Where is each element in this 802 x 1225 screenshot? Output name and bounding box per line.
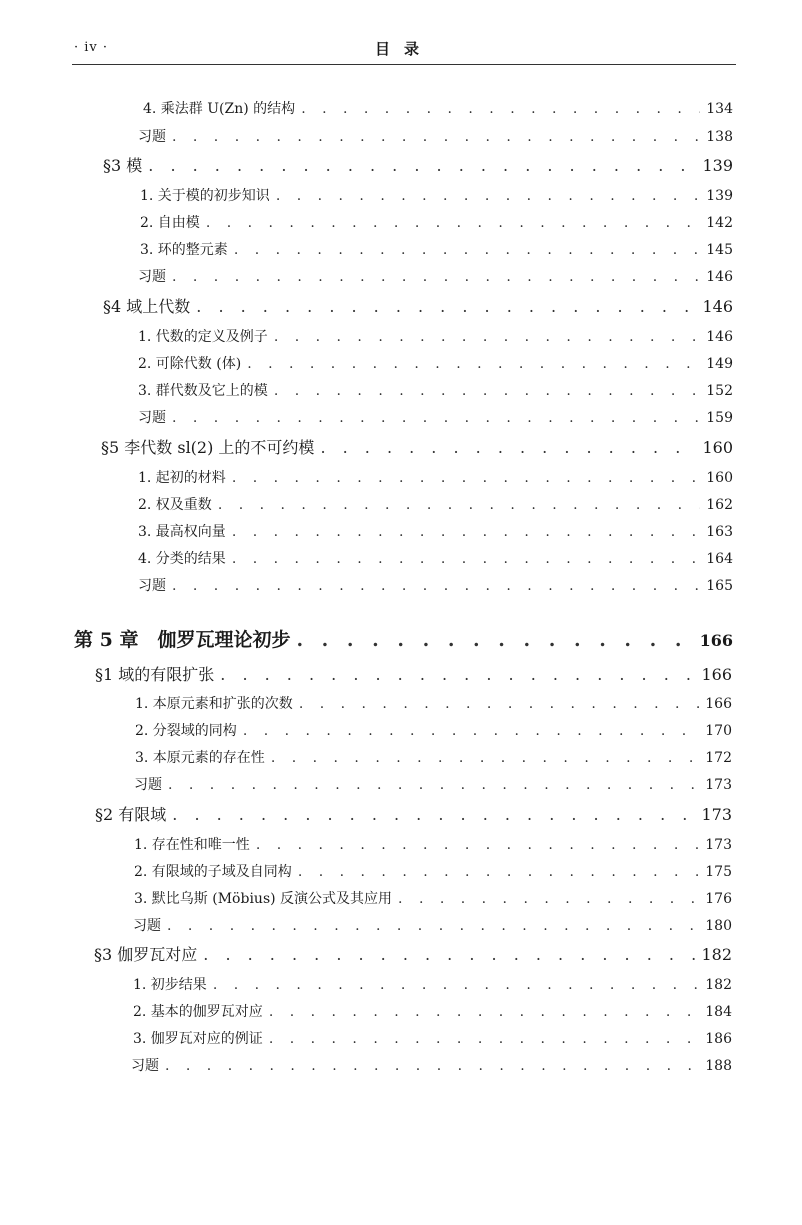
toc-entry-label: 1. 关于模的初步知识	[140, 188, 270, 204]
toc-entry-page: 142	[706, 215, 733, 231]
toc-entry-label: 习题	[133, 918, 161, 934]
toc-entry-page: 186	[705, 1031, 732, 1047]
toc-leader	[256, 837, 699, 853]
toc-entry-label: §2 有限域	[95, 805, 167, 824]
toc-entry-page: 162	[706, 497, 733, 513]
toc-entry-page: 180	[705, 918, 732, 934]
toc-entry[interactable]	[135, 693, 732, 713]
toc-entry[interactable]	[134, 888, 732, 908]
toc-leader	[232, 524, 700, 540]
toc-entry-label: 2. 自由模	[140, 215, 200, 231]
toc-entry[interactable]	[133, 974, 732, 994]
toc-entry[interactable]	[138, 407, 733, 427]
toc-entry[interactable]	[94, 942, 732, 965]
toc-leader	[196, 297, 696, 316]
toc-entry[interactable]	[138, 266, 733, 286]
toc-entry-label: §4 域上代数	[103, 297, 191, 316]
page-header	[72, 38, 736, 62]
toc-leader	[168, 777, 699, 793]
toc-entry-page: 139	[706, 188, 733, 204]
toc-entry-label: 1. 代数的定义及例子	[138, 329, 268, 345]
toc-entry-label: 习题	[138, 410, 166, 426]
toc-entry-page: 175	[705, 864, 732, 880]
toc-leader	[274, 329, 700, 345]
toc-entry-page: 146	[706, 329, 733, 345]
toc-leader	[232, 470, 700, 486]
toc-entry[interactable]	[138, 380, 733, 400]
toc-entry[interactable]	[138, 353, 733, 373]
toc-entry-page: 166	[701, 665, 732, 684]
toc-entry[interactable]	[138, 575, 733, 595]
toc-entry-page: 160	[706, 470, 733, 486]
toc-leader	[172, 805, 695, 824]
toc-entry-page: 170	[705, 723, 732, 739]
toc-entry-label: 习题	[131, 1058, 159, 1074]
toc-entry[interactable]	[140, 239, 733, 259]
toc-entry-page: 166	[699, 631, 733, 650]
chapter-title: 第 5 章 伽罗瓦理论初步	[74, 629, 291, 651]
toc-entry-page: 139	[702, 156, 733, 175]
toc-entry-page: 176	[705, 891, 732, 907]
toc-entry-page: 146	[706, 269, 733, 285]
toc-entry[interactable]	[133, 1001, 732, 1021]
toc-entry-label: 习题	[138, 269, 166, 285]
toc-entry[interactable]	[134, 861, 732, 881]
toc-leader	[172, 129, 700, 145]
toc-entry-page: 182	[705, 977, 732, 993]
toc-entry-label: 1. 本原元素和扩张的次数	[135, 696, 293, 712]
toc-entry[interactable]	[140, 212, 733, 232]
toc-entry-page: 164	[706, 551, 733, 567]
page-marker: · iv ·	[74, 40, 109, 55]
toc-leader	[301, 101, 700, 117]
toc-leader	[274, 383, 700, 399]
toc-leader	[172, 410, 700, 426]
toc-leader	[218, 497, 700, 513]
toc-entry-page: 188	[705, 1058, 732, 1074]
toc-leader	[220, 665, 695, 684]
toc-entry-page: 159	[706, 410, 733, 426]
toc-leader	[271, 750, 699, 766]
toc-entry-label: 习题	[134, 777, 162, 793]
toc-entry-label: §3 模	[103, 156, 143, 175]
toc-entry[interactable]	[134, 834, 732, 854]
toc-entry[interactable]	[95, 662, 732, 685]
toc-entry-page: 138	[706, 129, 733, 145]
toc-entry-label: §5 李代数 sl(2) 上的不可约模	[101, 438, 315, 457]
toc-leader	[269, 1004, 699, 1020]
toc-entry-label: §1 域的有限扩张	[95, 665, 215, 684]
toc-entry-label: 习题	[138, 578, 166, 594]
toc-entry-label: 2. 权及重数	[138, 497, 212, 513]
toc-leader	[206, 215, 700, 231]
toc-entry-page: 152	[706, 383, 733, 399]
toc-entry-label: 3. 环的整元素	[140, 242, 228, 258]
toc-leader	[320, 438, 696, 457]
toc-leader	[243, 723, 699, 739]
toc-leader	[247, 356, 700, 372]
toc-entry[interactable]	[143, 98, 733, 118]
toc-entry-label: 3. 伽罗瓦对应的例证	[133, 1031, 263, 1047]
toc-leader	[296, 629, 693, 651]
toc-entry-page: 134	[706, 101, 733, 117]
toc-chapter-entry[interactable]	[74, 625, 733, 652]
toc-entry-page: 166	[705, 696, 732, 712]
header-rule	[72, 64, 736, 65]
toc-entry-label: 4. 乘法群 U(Zn) 的结构	[143, 101, 296, 117]
toc-leader	[172, 578, 700, 594]
toc-entry-label: 1. 起初的材料	[138, 470, 226, 486]
toc-entry[interactable]	[101, 435, 733, 458]
toc-leader	[398, 891, 699, 907]
toc-entry[interactable]	[138, 548, 733, 568]
toc-entry-page: 163	[706, 524, 733, 540]
toc-entry-page: 145	[706, 242, 733, 258]
toc-entry[interactable]	[133, 915, 732, 935]
toc-entry-label: 1. 存在性和唯一性	[134, 837, 250, 853]
toc-leader	[213, 977, 699, 993]
toc-entry-label: 2. 可除代数 (体)	[138, 356, 242, 372]
toc-entry-page: 149	[706, 356, 733, 372]
toc-entry-page: 160	[702, 438, 733, 457]
toc-entry-label: 3. 最高权向量	[138, 524, 226, 540]
toc-entry-label: 2. 有限域的子域及自同构	[134, 864, 292, 880]
toc-entry-page: 173	[701, 805, 732, 824]
toc-leader	[172, 269, 700, 285]
toc-entry[interactable]	[134, 774, 732, 794]
toc-entry-label: 3. 群代数及它上的模	[138, 383, 268, 399]
toc-leader	[299, 696, 699, 712]
toc-entry-page: 172	[705, 750, 732, 766]
toc-entry[interactable]	[135, 747, 732, 767]
toc-leader	[298, 864, 699, 880]
toc-entry-label: §3 伽罗瓦对应	[94, 945, 198, 964]
toc-leader	[167, 918, 699, 934]
toc-leader	[148, 156, 696, 175]
toc-entry[interactable]	[133, 1028, 732, 1048]
toc-entry-page: 173	[705, 777, 732, 793]
toc-entry-label: 4. 分类的结果	[138, 551, 226, 567]
toc-entry-label: 习题	[138, 129, 166, 145]
toc-entry[interactable]	[103, 153, 733, 176]
toc-leader	[234, 242, 700, 258]
toc-entry-label: 1. 初步结果	[133, 977, 207, 993]
toc-entry-label: 3. 本原元素的存在性	[135, 750, 265, 766]
toc-entry-page: 182	[701, 945, 732, 964]
toc-entry-label: 2. 分裂域的同构	[135, 723, 237, 739]
toc-entry[interactable]	[95, 802, 732, 825]
toc-leader	[203, 945, 695, 964]
toc-entry[interactable]	[138, 494, 733, 514]
toc-entry[interactable]	[131, 1055, 732, 1075]
toc-entry-page: 146	[702, 297, 733, 316]
toc-leader	[232, 551, 700, 567]
toc-entry-page: 184	[705, 1004, 732, 1020]
toc-entry[interactable]	[103, 294, 733, 317]
toc-entry[interactable]	[138, 326, 733, 346]
page-title: 目录	[374, 40, 433, 58]
toc-entry[interactable]	[140, 185, 733, 205]
toc-entry-label: 2. 基本的伽罗瓦对应	[133, 1004, 263, 1020]
toc-entry[interactable]	[138, 521, 733, 541]
toc-entry[interactable]	[138, 126, 733, 146]
toc-entry-label: 3. 默比乌斯 (Möbius) 反演公式及其应用	[134, 891, 393, 907]
toc-entry[interactable]	[135, 720, 732, 740]
toc-entry-page: 165	[706, 578, 733, 594]
toc-leader	[276, 188, 700, 204]
toc-entry-page: 173	[705, 837, 732, 853]
toc-leader	[269, 1031, 699, 1047]
toc-entry[interactable]	[138, 467, 733, 487]
toc-leader	[165, 1058, 699, 1074]
